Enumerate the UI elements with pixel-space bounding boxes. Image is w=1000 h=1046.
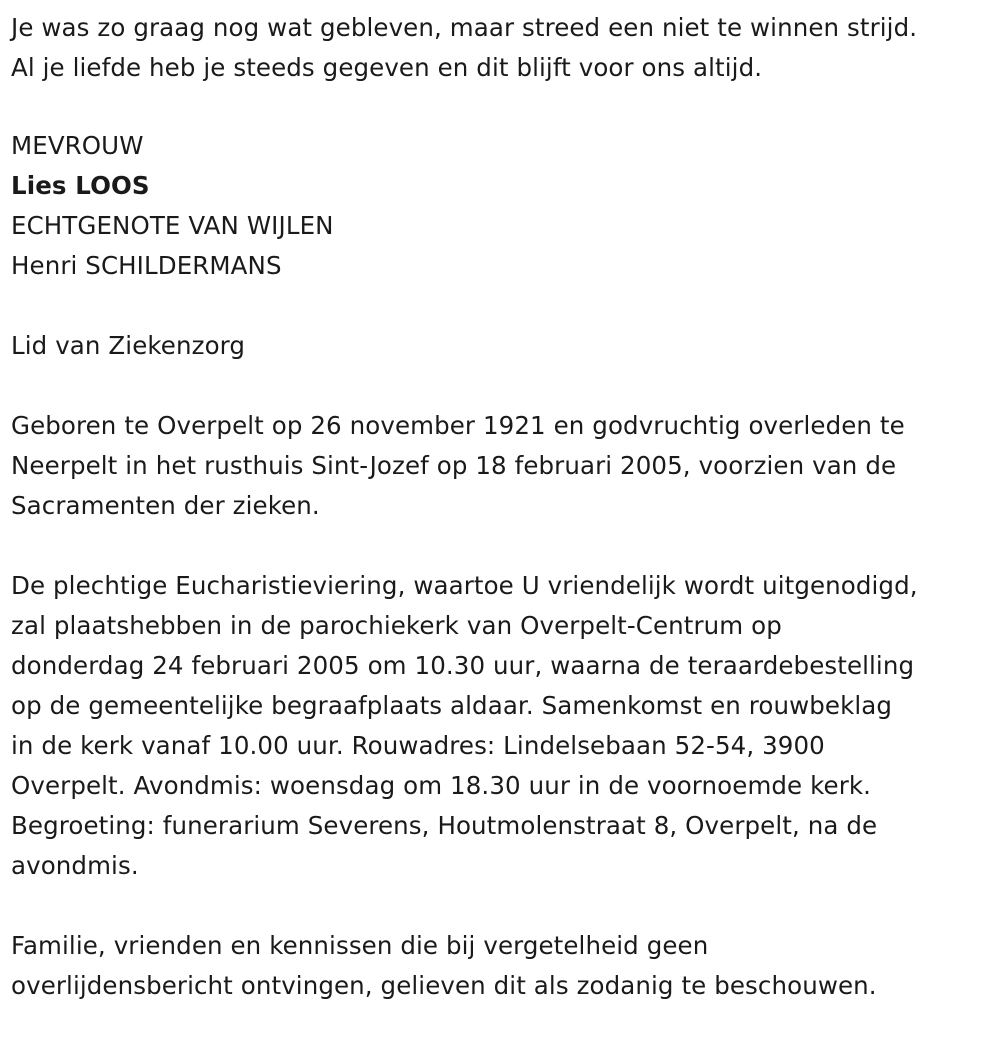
spacer <box>11 88 996 126</box>
motto-section <box>11 8 996 88</box>
ceremony-line-1: De plechtige Eucharistieviering, waartoe U vriendelijk wordt uitgenodigd, <box>11 571 918 600</box>
spacer <box>11 886 996 926</box>
closing-line-1: Familie, vrienden en kennissen die bij vergetelheid geen <box>11 931 709 960</box>
closing-line-2: overlijdensbericht ontvingen, gelieven dit als zodanig te beschouwen. <box>11 971 877 1000</box>
spacer <box>11 526 996 566</box>
birth-death-line-1: Geboren te Overpelt op 26 november 1921 en godvruchtig overleden te <box>11 411 905 440</box>
person-relation: ECHTGENOTE VAN WIJLEN <box>11 211 334 240</box>
spacer <box>11 366 996 406</box>
person-spouse: Henri SCHILDERMANS <box>11 251 282 280</box>
ceremony-line-8: avondmis. <box>11 851 139 880</box>
birth-death-section <box>11 406 996 526</box>
closing-section <box>11 926 996 1006</box>
person-name: Lies LOOS <box>11 171 150 200</box>
membership-section <box>11 326 996 366</box>
ceremony-line-3: donderdag 24 februari 2005 om 10.30 uur, waarna de teraardebestelling <box>11 651 915 680</box>
spacer <box>11 286 996 326</box>
ceremony-line-7: Begroeting: funerarium Severens, Houtmolenstraat 8, Overpelt, na de <box>11 811 878 840</box>
person-title: MEVROUW <box>11 131 144 160</box>
person-section <box>11 126 996 286</box>
ceremony-line-6: Overpelt. Avondmis: woensdag om 18.30 uur in de voornoemde kerk. <box>11 771 872 800</box>
obituary-document <box>11 8 996 1006</box>
membership-text: Lid van Ziekenzorg <box>11 331 246 360</box>
motto-line-2: Al je liefde heb je steeds gegeven en dit blijft voor ons altijd. <box>11 53 763 82</box>
ceremony-section <box>11 566 996 886</box>
birth-death-line-2: Neerpelt in het rusthuis Sint-Jozef op 18 februari 2005, voorzien van de <box>11 451 897 480</box>
ceremony-line-2: zal plaatshebben in de parochiekerk van Overpelt-Centrum op <box>11 611 782 640</box>
ceremony-line-4: op de gemeentelijke begraafplaats aldaar. Samenkomst en rouwbeklag <box>11 691 893 720</box>
motto-line-1: Je was zo graag nog wat gebleven, maar streed een niet te winnen strijd. <box>11 13 918 42</box>
birth-death-line-3: Sacramenten der zieken. <box>11 491 320 520</box>
ceremony-line-5: in de kerk vanaf 10.00 uur. Rouwadres: Lindelsebaan 52-54, 3900 <box>11 731 825 760</box>
